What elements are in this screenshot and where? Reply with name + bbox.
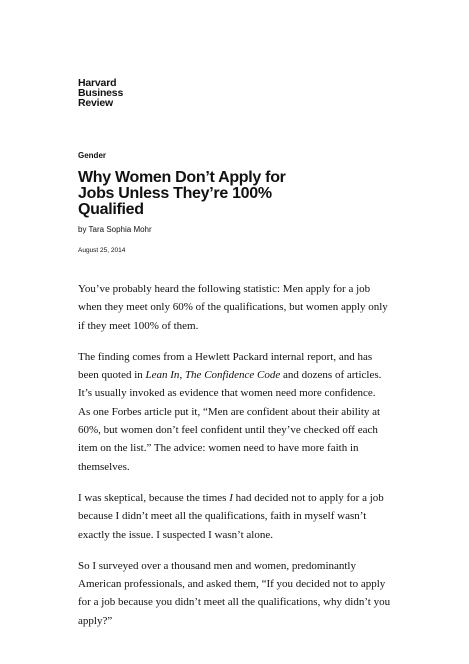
article-date: August 25, 2014 xyxy=(78,247,126,254)
article-body xyxy=(78,280,398,643)
text-line: exactly the issue. I suspected I wasn’t alone. xyxy=(78,528,273,541)
text-line xyxy=(78,366,398,384)
text-line: item on the list.” The advice: women need to have more faith in xyxy=(78,442,359,455)
text-run: , xyxy=(179,369,185,382)
text-line: when they meet only 60% of the qualifications, but women apply only xyxy=(78,301,388,314)
paragraph-3 xyxy=(78,489,398,544)
book-title-lean-in: Lean In xyxy=(145,369,180,382)
logo-line-business: Business xyxy=(78,87,124,99)
article-byline: by Tara Sophia Mohr xyxy=(78,225,152,234)
section-label[interactable]: Gender xyxy=(78,151,107,160)
text-run: had decided not to apply for a job xyxy=(232,491,384,504)
text-run: and dozens of articles. xyxy=(280,369,382,382)
text-line: The finding comes from a Hewlett Packard internal report, and has xyxy=(78,350,373,363)
logo-line-review: Review xyxy=(78,97,113,109)
book-title-confidence-code: The Confidence Code xyxy=(184,369,281,382)
hbr-logo[interactable] xyxy=(78,78,123,108)
article-title: Why Women Don’t Apply for Jobs Unless They’re 100% Qualified xyxy=(78,169,286,218)
text-line: themselves. xyxy=(78,460,130,473)
text-line: because I didn’t meet all the qualifications, faith in myself wasn’t xyxy=(78,510,367,523)
text-line: You’ve probably heard the following statistic: Men apply for a job xyxy=(78,283,371,295)
text-run: I was skeptical, because the times xyxy=(78,491,230,504)
text-line xyxy=(78,489,398,507)
emphasis-i: I xyxy=(229,491,233,504)
text-line: apply?” xyxy=(78,614,113,627)
paragraph-4 xyxy=(78,557,398,630)
text-line: American professionals, and asked them, “If you decided not to apply xyxy=(78,578,386,591)
text-run: been quoted in xyxy=(78,369,146,382)
text-line: for a job because you didn’t meet all the qualifications, why didn’t you xyxy=(78,596,391,609)
text-line: As one Forbes article put it, “Men are confident about their ability at xyxy=(78,405,381,418)
text-line: if they meet 100% of them. xyxy=(78,319,199,332)
logo-line-harvard: Harvard xyxy=(78,77,117,89)
text-line: It’s usually invoked as evidence that women need more confidence. xyxy=(78,387,376,400)
paragraph-1 xyxy=(78,280,398,335)
text-line: So I surveyed over a thousand men and women, predominantly xyxy=(78,559,356,572)
text-line: 60%, but women don’t feel confident until they’ve checked off each xyxy=(78,424,378,437)
paragraph-2 xyxy=(78,348,398,476)
